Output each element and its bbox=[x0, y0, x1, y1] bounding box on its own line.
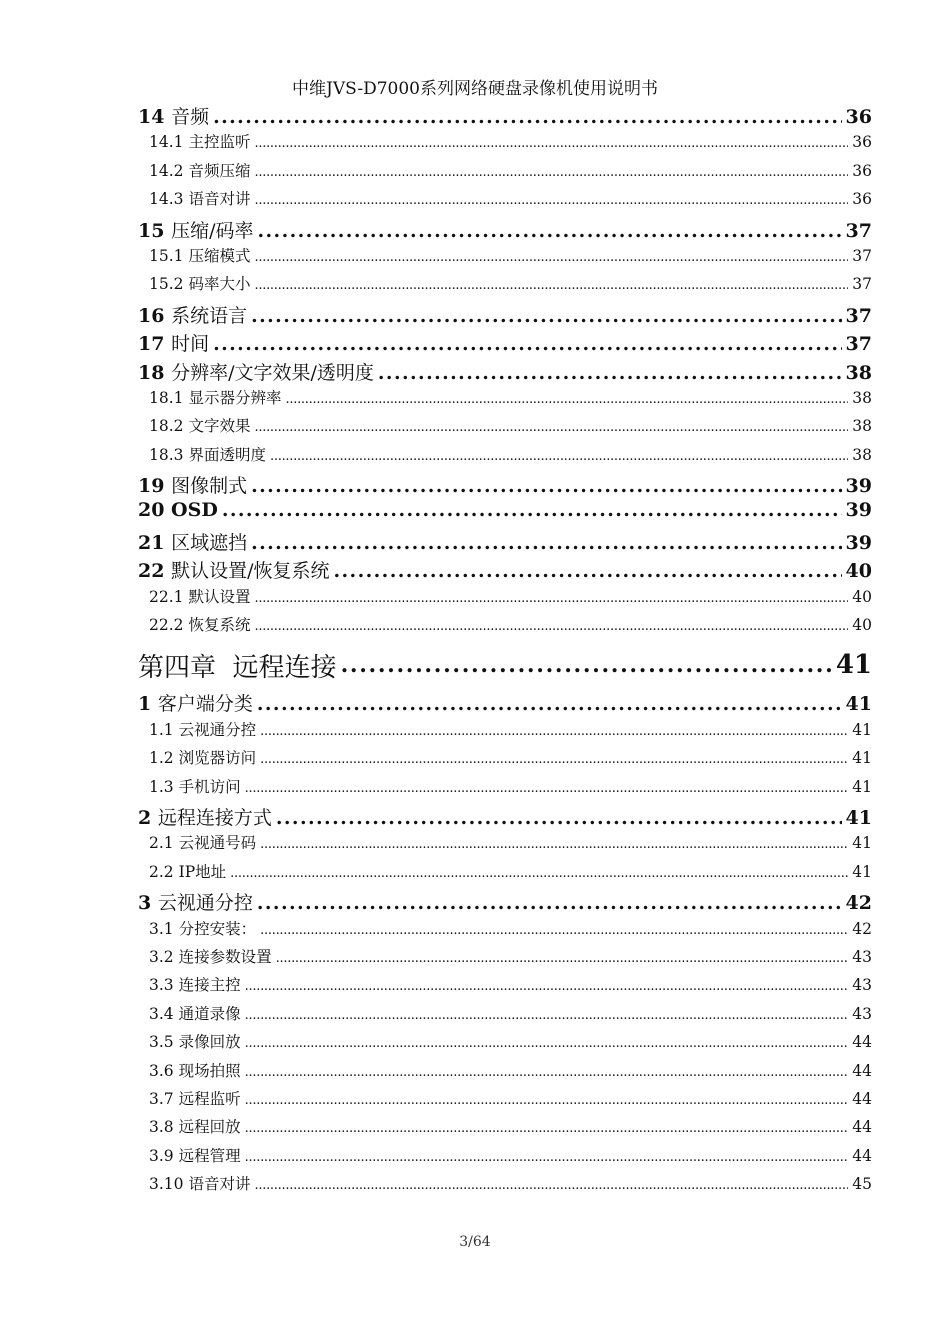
toc-entry-number: 18 bbox=[138, 361, 165, 384]
toc-entry-gap bbox=[164, 106, 171, 128]
toc-entry[interactable] bbox=[138, 443, 872, 471]
toc-entry-page: 38 bbox=[845, 361, 872, 384]
toc-entry-number: 3.5 bbox=[149, 1033, 174, 1052]
toc-entry-number: 3.1 bbox=[149, 919, 174, 938]
toc-entry-number: 3.3 bbox=[149, 976, 174, 995]
toc-entry[interactable] bbox=[138, 216, 872, 244]
toc-entry-number: 3.6 bbox=[149, 1061, 174, 1080]
toc-entry-number: 3.8 bbox=[149, 1118, 174, 1137]
toc-entry[interactable] bbox=[138, 187, 872, 215]
toc-entry[interactable] bbox=[138, 1002, 872, 1030]
toc-entry-page: 42 bbox=[852, 919, 872, 938]
toc-entry[interactable] bbox=[138, 414, 872, 442]
toc-entry-title: 远程监听 bbox=[178, 1089, 241, 1108]
toc-entry-gap bbox=[151, 693, 158, 715]
toc-entry-title: 远程连接方式 bbox=[157, 806, 272, 829]
toc-entry-title: 分控安装： bbox=[178, 919, 257, 938]
toc-entry-title: 音频 bbox=[171, 106, 210, 128]
toc-dot-leader bbox=[251, 532, 841, 554]
toc-entry-page: 36 bbox=[852, 190, 872, 209]
toc-dot-leader bbox=[270, 449, 848, 464]
toc-entry-number: 17 bbox=[138, 333, 165, 356]
toc-entry-number: 14.1 bbox=[149, 133, 184, 152]
toc-entry-gap bbox=[216, 650, 233, 680]
toc-entry-title: 连接主控 bbox=[178, 976, 241, 995]
toc-entry[interactable] bbox=[138, 860, 872, 888]
toc-entry-title: 默认设置/恢复系统 bbox=[171, 560, 330, 583]
toc-entry-page: 41 bbox=[852, 862, 872, 881]
toc-entry-page: 44 bbox=[852, 1089, 872, 1108]
toc-entry-number: 1 bbox=[138, 693, 152, 716]
toc-dot-leader bbox=[285, 392, 848, 407]
toc-dot-leader bbox=[254, 278, 848, 293]
toc-entry-page: 42 bbox=[845, 892, 872, 915]
toc-entry-page: 36 bbox=[852, 133, 872, 152]
toc-entry-title: 远程连接 bbox=[232, 652, 337, 683]
toc-entry-page: 43 bbox=[852, 947, 872, 966]
toc-entry[interactable] bbox=[138, 244, 872, 272]
toc-entry-page: 41 bbox=[852, 720, 872, 739]
toc-entry-page: 43 bbox=[852, 1004, 872, 1023]
toc-dot-leader bbox=[254, 1178, 848, 1193]
toc-entry-number: 16 bbox=[138, 304, 165, 327]
toc-entry[interactable] bbox=[138, 272, 872, 300]
toc-entry-page: 41 bbox=[835, 650, 872, 681]
toc-dot-leader bbox=[222, 499, 842, 521]
table-of-contents bbox=[138, 102, 872, 1200]
toc-entry-number: 21 bbox=[138, 531, 165, 554]
toc-entry-page: 40 bbox=[852, 616, 872, 635]
toc-entry[interactable] bbox=[138, 888, 872, 916]
toc-entry-page: 41 bbox=[845, 806, 872, 829]
toc-entry-number: 14 bbox=[138, 106, 165, 128]
toc-entry[interactable] bbox=[138, 973, 872, 1001]
toc-dot-leader bbox=[213, 106, 841, 128]
toc-entry-gap bbox=[164, 333, 171, 355]
toc-entry-number: 22 bbox=[138, 560, 165, 583]
toc-entry[interactable] bbox=[138, 102, 872, 130]
toc-entry-page: 37 bbox=[852, 246, 872, 265]
toc-dot-leader bbox=[260, 837, 848, 852]
toc-dot-leader bbox=[245, 1121, 849, 1136]
toc-chapter-entry[interactable] bbox=[138, 641, 872, 689]
toc-entry-title: 压缩/码率 bbox=[171, 219, 254, 242]
toc-entry[interactable] bbox=[138, 301, 872, 329]
toc-entry-page: 38 bbox=[852, 388, 872, 407]
toc-entry-number: 第四章 bbox=[138, 652, 217, 683]
toc-entry[interactable] bbox=[138, 803, 872, 831]
toc-entry[interactable] bbox=[138, 718, 872, 746]
toc-entry-number: 2.1 bbox=[149, 834, 174, 853]
toc-entry[interactable] bbox=[138, 1059, 872, 1087]
toc-entry-page: 36 bbox=[852, 161, 872, 180]
toc-entry[interactable] bbox=[138, 556, 872, 584]
toc-entry-page: 41 bbox=[852, 749, 872, 768]
toc-entry[interactable] bbox=[138, 499, 872, 527]
toc-entry-gap bbox=[164, 532, 171, 554]
toc-entry-number: 3 bbox=[138, 892, 152, 915]
toc-dot-leader bbox=[254, 193, 848, 208]
toc-entry[interactable] bbox=[138, 1144, 872, 1172]
toc-entry[interactable] bbox=[138, 1172, 872, 1200]
toc-dot-leader bbox=[230, 866, 848, 881]
toc-dot-leader bbox=[251, 475, 841, 497]
toc-entry-page: 40 bbox=[845, 560, 872, 583]
toc-dot-leader bbox=[254, 420, 848, 435]
toc-entry[interactable] bbox=[138, 159, 872, 187]
toc-entry-title: 系统语言 bbox=[171, 304, 248, 327]
toc-entry-title: 图像制式 bbox=[171, 475, 248, 498]
toc-entry[interactable] bbox=[138, 528, 872, 556]
toc-entry-page: 41 bbox=[852, 834, 872, 853]
page-number: 3/64 bbox=[459, 1234, 491, 1250]
toc-entry-page: 37 bbox=[852, 275, 872, 294]
toc-entry-title: 分辨率/文字效果/透明度 bbox=[171, 361, 374, 384]
toc-entry-title: 音频压缩 bbox=[188, 161, 251, 180]
toc-entry-title: 通道录像 bbox=[178, 1004, 241, 1023]
toc-entry-number: 19 bbox=[138, 475, 165, 498]
toc-entry-title: 远程管理 bbox=[178, 1146, 241, 1165]
toc-entry-number: 14.3 bbox=[149, 190, 184, 209]
toc-entry-gap bbox=[151, 807, 158, 829]
toc-entry-title: 云视通分控 bbox=[178, 720, 257, 739]
toc-entry-number: 14.2 bbox=[149, 161, 184, 180]
toc-entry-number: 22.2 bbox=[149, 616, 184, 635]
toc-entry-title: 主控监听 bbox=[188, 133, 251, 152]
toc-dot-leader bbox=[254, 591, 848, 606]
toc-entry-gap bbox=[164, 220, 171, 242]
toc-dot-leader bbox=[260, 724, 848, 739]
toc-entry[interactable] bbox=[138, 917, 872, 945]
toc-entry[interactable] bbox=[138, 613, 872, 641]
toc-entry-title: 客户端分类 bbox=[157, 693, 253, 716]
toc-entry-title: 时间 bbox=[171, 333, 210, 356]
toc-dot-leader bbox=[245, 1093, 849, 1108]
toc-entry-page: 41 bbox=[845, 693, 872, 716]
toc-entry-page: 44 bbox=[852, 1146, 872, 1165]
toc-dot-leader bbox=[333, 560, 841, 582]
toc-entry-number: 3.7 bbox=[149, 1089, 174, 1108]
toc-dot-leader bbox=[245, 1008, 849, 1023]
toc-entry-gap bbox=[164, 475, 171, 497]
toc-entry-title: 手机访问 bbox=[178, 777, 241, 796]
toc-entry-page: 37 bbox=[845, 219, 872, 242]
toc-entry[interactable] bbox=[138, 746, 872, 774]
toc-entry-title: 云视通分控 bbox=[157, 892, 253, 915]
toc-entry-page: 38 bbox=[852, 417, 872, 436]
toc-entry-number: 2.2 IP地址 bbox=[149, 862, 227, 881]
toc-entry-title: 录像回放 bbox=[178, 1033, 241, 1052]
toc-entry-number: 18.1 bbox=[149, 388, 184, 407]
toc-dot-leader bbox=[213, 333, 841, 355]
toc-entry[interactable] bbox=[138, 329, 872, 357]
toc-dot-leader bbox=[276, 951, 849, 966]
toc-entry-number: 3.10 bbox=[149, 1175, 184, 1194]
toc-dot-leader bbox=[257, 693, 842, 715]
toc-entry-title: 语音对讲 bbox=[188, 1175, 251, 1194]
toc-entry-title: 云视通号码 bbox=[178, 834, 257, 853]
toc-entry-number: 18.3 bbox=[149, 445, 184, 464]
toc-entry-title: 界面透明度 bbox=[188, 445, 266, 464]
toc-entry-number: 18.2 bbox=[149, 417, 184, 436]
toc-entry-title: 码率大小 bbox=[188, 275, 251, 294]
toc-entry-gap bbox=[164, 305, 171, 327]
toc-entry-title: 连接参数设置 bbox=[178, 947, 272, 966]
toc-entry[interactable] bbox=[138, 386, 872, 414]
toc-dot-leader bbox=[254, 136, 848, 151]
toc-entry-page: 41 bbox=[852, 777, 872, 796]
toc-entry-page: 44 bbox=[852, 1061, 872, 1080]
toc-entry-gap bbox=[164, 362, 171, 384]
toc-entry-page: 44 bbox=[852, 1118, 872, 1137]
toc-entry-title: 默认设置 bbox=[188, 587, 251, 606]
toc-dot-leader bbox=[245, 979, 849, 994]
toc-entry[interactable] bbox=[138, 689, 872, 717]
toc-entry-number: 3.4 bbox=[149, 1004, 174, 1023]
toc-entry-page: 43 bbox=[852, 976, 872, 995]
toc-dot-leader bbox=[245, 1065, 849, 1080]
toc-entry-number: 22.1 bbox=[149, 587, 184, 606]
toc-dot-leader bbox=[245, 1036, 849, 1051]
toc-entry[interactable] bbox=[138, 130, 872, 158]
toc-entry[interactable] bbox=[138, 945, 872, 973]
toc-entry-number: 15.1 bbox=[149, 246, 184, 265]
toc-entry-number: 1.2 bbox=[149, 749, 174, 768]
toc-entry[interactable] bbox=[138, 358, 872, 386]
toc-dot-leader bbox=[378, 362, 842, 384]
toc-entry[interactable] bbox=[138, 831, 872, 859]
toc-entry-number: 1.3 bbox=[149, 777, 174, 796]
toc-entry-title: 语音对讲 bbox=[188, 190, 251, 209]
toc-entry-number: 3.2 bbox=[149, 947, 174, 966]
toc-entry-title: 区域遮挡 bbox=[171, 531, 248, 554]
toc-entry-page: 37 bbox=[845, 333, 872, 356]
toc-dot-leader bbox=[257, 892, 842, 914]
toc-entry-page: 39 bbox=[845, 499, 872, 522]
page-header: 中维JVS-D7000系列网络硬盘录像机使用说明书 bbox=[292, 79, 658, 99]
toc-dot-leader bbox=[260, 923, 848, 938]
toc-dot-leader bbox=[257, 220, 841, 242]
toc-entry[interactable] bbox=[138, 471, 872, 499]
toc-entry-page: 40 bbox=[852, 587, 872, 606]
toc-entry[interactable] bbox=[138, 1030, 872, 1058]
toc-dot-leader bbox=[254, 619, 848, 634]
toc-entry-title: 浏览器访问 bbox=[178, 749, 257, 768]
toc-dot-leader bbox=[245, 1150, 849, 1165]
toc-entry-page: 39 bbox=[845, 475, 872, 498]
toc-dot-leader bbox=[251, 305, 841, 327]
toc-entry-gap bbox=[151, 892, 158, 914]
toc-entry[interactable] bbox=[138, 775, 872, 803]
toc-entry-title: 恢复系统 bbox=[188, 616, 251, 635]
toc-entry[interactable] bbox=[138, 1115, 872, 1143]
toc-entry-number: 15.2 bbox=[149, 275, 184, 294]
toc-entry-title: 远程回放 bbox=[178, 1118, 241, 1137]
toc-entry-title: 压缩模式 bbox=[188, 246, 251, 265]
toc-entry-page: 44 bbox=[852, 1033, 872, 1052]
toc-dot-leader bbox=[254, 250, 848, 265]
toc-entry-title: 文字效果 bbox=[188, 417, 251, 436]
toc-dot-leader bbox=[245, 781, 849, 796]
toc-entry-number: 3.9 bbox=[149, 1146, 174, 1165]
toc-entry-page: 37 bbox=[845, 304, 872, 327]
toc-dot-leader bbox=[276, 807, 842, 829]
toc-entry-number: 2 bbox=[138, 806, 152, 829]
toc-entry[interactable] bbox=[138, 585, 872, 613]
toc-entry[interactable] bbox=[138, 1087, 872, 1115]
toc-dot-leader bbox=[254, 165, 848, 180]
toc-dot-leader bbox=[260, 752, 848, 767]
toc-entry-page: 38 bbox=[852, 445, 872, 464]
toc-entry-page: 39 bbox=[845, 531, 872, 554]
toc-entry-title: 显示器分辨率 bbox=[188, 388, 282, 407]
toc-entry-page: 45 bbox=[852, 1175, 872, 1194]
toc-entry-title: 现场拍照 bbox=[178, 1061, 241, 1080]
toc-entry-number: 20 OSD bbox=[138, 499, 218, 522]
toc-entry-page: 36 bbox=[845, 106, 872, 128]
toc-entry-gap bbox=[164, 560, 171, 582]
toc-entry-number: 1.1 bbox=[149, 720, 174, 739]
toc-dot-leader bbox=[341, 652, 832, 678]
toc-entry-number: 15 bbox=[138, 219, 165, 242]
